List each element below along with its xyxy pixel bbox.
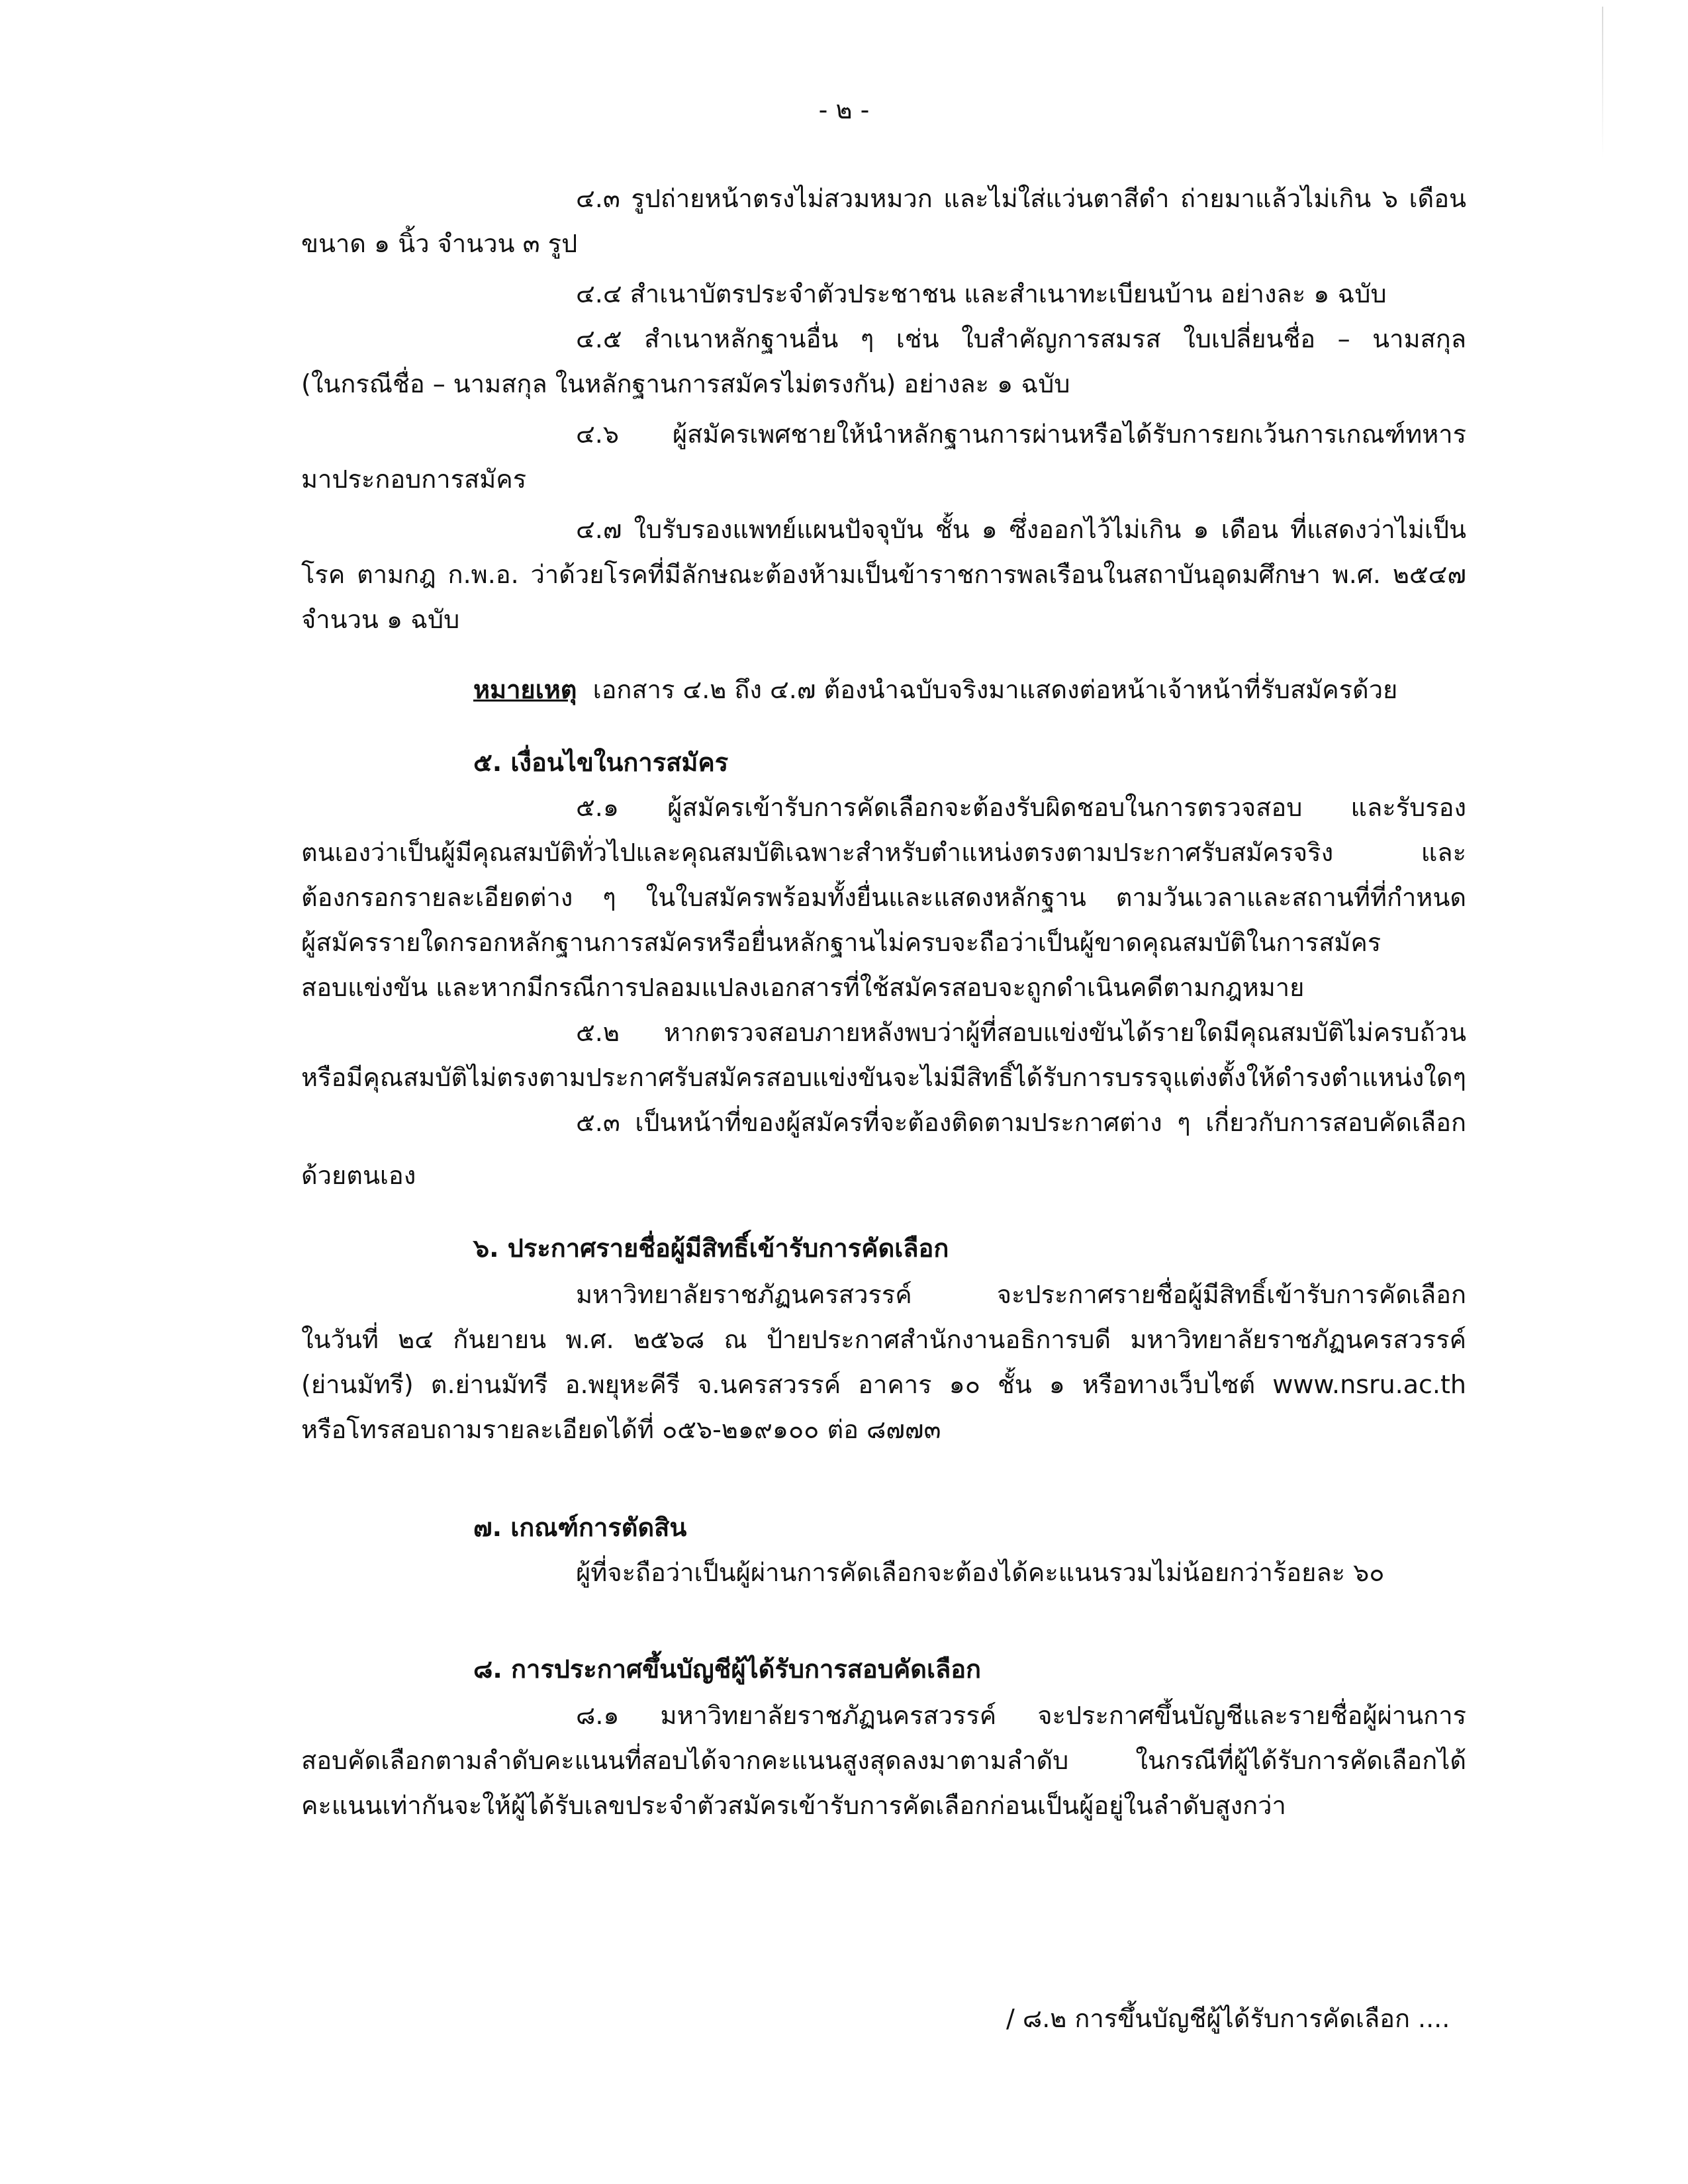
item-5-2-line-1: ๕.๒ หากตรวจสอบภายหลังพบว่าผู้ที่สอบแข่งขันได้รายใดมีคุณสมบัติไม่ครบถ้วน [576,1018,1466,1047]
item-8-1-line-2: สอบคัดเลือกตามลำดับคะแนนที่สอบได้จากคะแนนสูงสุดลงมาตามลำดับ ในกรณีที่ผู้ได้รับการคัดเลือกได้ [301,1746,1466,1775]
item-4-7-line-2: โรค ตามกฎ ก.พ.อ. ว่าด้วยโรคที่มีลักษณะต้องห้ามเป็นข้าราชการพลเรือนในสถาบันอุดมศึกษา พ.ศ. ๒๕๔๗ [301,560,1466,589]
heading-7: ๗. เกณฑ์การตัดสิน [473,1513,687,1542]
item-6-line-2: ในวันที่ ๒๔ กันยายน พ.ศ. ๒๕๖๘ ณ ป้ายประกาศสำนักงานอธิการบดี มหาวิทยาลัยราชภัฏนครสวรรค์ [301,1325,1466,1354]
note-text: เอกสาร ๔.๒ ถึง ๔.๗ ต้องนำฉบับจริงมาแสดงต่อหน้าเจ้าหน้าที่รับสมัครด้วย [592,675,1398,704]
note [473,672,1397,707]
item-5-1-line-4: ผู้สมัครรายใดกรอกหลักฐานการสมัครหรือยื่นหลักฐานไม่ครบจะถือว่าเป็นผู้ขาดคุณสมบัติในการสมัคร [301,928,1382,957]
item-4-4: ๔.๔ สำเนาบัตรประจำตัวประชาชน และสำเนาทะเบียนบ้าน อย่างละ ๑ ฉบับ [576,279,1387,308]
item-8-1-line-3: คะแนนเท่ากันจะให้ผู้ได้รับเลขประจำตัวสมัครเข้ารับการคัดเลือกก่อนเป็นผู้อยู่ในลำดับสูงกว่า [301,1791,1286,1820]
item-5-1-line-3: ต้องกรอกรายละเอียดต่าง ๆ ในใบสมัครพร้อมทั้งยื่นและแสดงหลักฐาน ตามวันเวลาและสถานที่ที่กำหนด [301,883,1466,912]
continuation-note: / ๘.๒ การขึ้นบัญชีผู้ได้รับการคัดเลือก .... [1006,2004,1450,2033]
item-6-line-1: มหาวิทยาลัยราชภัฏนครสวรรค์ จะประกาศรายชื่อผู้มีสิทธิ์เข้ารับการคัดเลือก [576,1280,1466,1309]
item-4-5-line-2: (ในกรณีชื่อ – นามสกุล ในหลักฐานการสมัครไม่ตรงกัน) อย่างละ ๑ ฉบับ [301,369,1070,398]
item-4-5-line-1: ๔.๕ สำเนาหลักฐานอื่น ๆ เช่น ใบสำคัญการสมรส ใบเปลี่ยนชื่อ – นามสกุล [576,324,1466,353]
item-5-3-line-1: ๕.๓ เป็นหน้าที่ของผู้สมัครที่จะต้องติดตามประกาศต่าง ๆ เกี่ยวกับการสอบคัดเลือก [576,1108,1466,1137]
item-4-6-line-2: มาประกอบการสมัคร [301,465,527,494]
item-5-1-line-5: สอบแข่งขัน และหากมีกรณีการปลอมแปลงเอกสารที่ใช้สมัครสอบจะถูกดำเนินคดีตามกฎหมาย [301,973,1305,1002]
item-5-1-line-1: ๕.๑ ผู้สมัครเข้ารับการคัดเลือกจะต้องรับผิดชอบในการตรวจสอบ และรับรอง [576,793,1466,822]
heading-8: ๘. การประกาศขึ้นบัญชีผู้ได้รับการสอบคัดเลือก [473,1655,982,1684]
item-5-3-line-2: ด้วยตนเอง [301,1161,416,1190]
page-number: - ๒ - [818,95,870,124]
item-4-3-line-1: ๔.๓ รูปถ่ายหน้าตรงไม่สวมหมวก และไม่ใส่แว่นตาสีดำ ถ่ายมาแล้วไม่เกิน ๖ เดือน [576,184,1466,213]
heading-5: ๕. เงื่อนไขในการสมัคร [473,748,729,777]
scan-edge-mark [1602,7,1603,159]
item-4-6-line-1: ๔.๖ ผู้สมัครเพศชายให้นำหลักฐานการผ่านหรือได้รับการยกเว้นการเกณฑ์ทหาร [576,420,1466,449]
item-4-3-line-2: ขนาด ๑ นิ้ว จำนวน ๓ รูป [301,229,578,258]
note-label: หมายเหตุ [473,675,577,704]
item-6-line-4: หรือโทรสอบถามรายละเอียดได้ที่ ๐๕๖-๒๑๙๑๐๐ ต่อ ๘๗๗๓ [301,1415,941,1444]
heading-6: ๖. ประกาศรายชื่อผู้มีสิทธิ์เข้ารับการคัดเลือก [473,1234,949,1263]
item-4-7-line-3: จำนวน ๑ ฉบับ [301,605,460,634]
item-5-1-line-2: ตนเองว่าเป็นผู้มีคุณสมบัติทั่วไปและคุณสมบัติเฉพาะสำหรับตำแหน่งตรงตามประกาศรับสมัครจริง และ [301,838,1466,867]
item-8-1-line-1: ๘.๑ มหาวิทยาลัยราชภัฏนครสวรรค์ จะประกาศขึ้นบัญชีและรายชื่อผู้ผ่านการ [576,1701,1466,1730]
item-6-line-3: (ย่านมัทรี) ต.ย่านมัทรี อ.พยุหะคีรี จ.นครสวรรค์ อาคาร ๑๐ ชั้น ๑ หรือทางเว็บไซต์ www.nsru.ac.th [301,1370,1466,1399]
item-5-2-line-2: หรือมีคุณสมบัติไม่ตรงตามประกาศรับสมัครสอบแข่งขันจะไม่มีสิทธิ์ได้รับการบรรจุแต่งตั้งให้ดำรงตำแหน่งใดๆ [301,1063,1466,1092]
item-4-7-line-1: ๔.๗ ใบรับรองแพทย์แผนปัจจุบัน ชั้น ๑ ซึ่งออกไว้ไม่เกิน ๑ เดือน ที่แสดงว่าไม่เป็น [576,515,1466,544]
item-7: ผู้ที่จะถือว่าเป็นผู้ผ่านการคัดเลือกจะต้องได้คะแนนรวมไม่น้อยกว่าร้อยละ ๖๐ [576,1558,1385,1587]
